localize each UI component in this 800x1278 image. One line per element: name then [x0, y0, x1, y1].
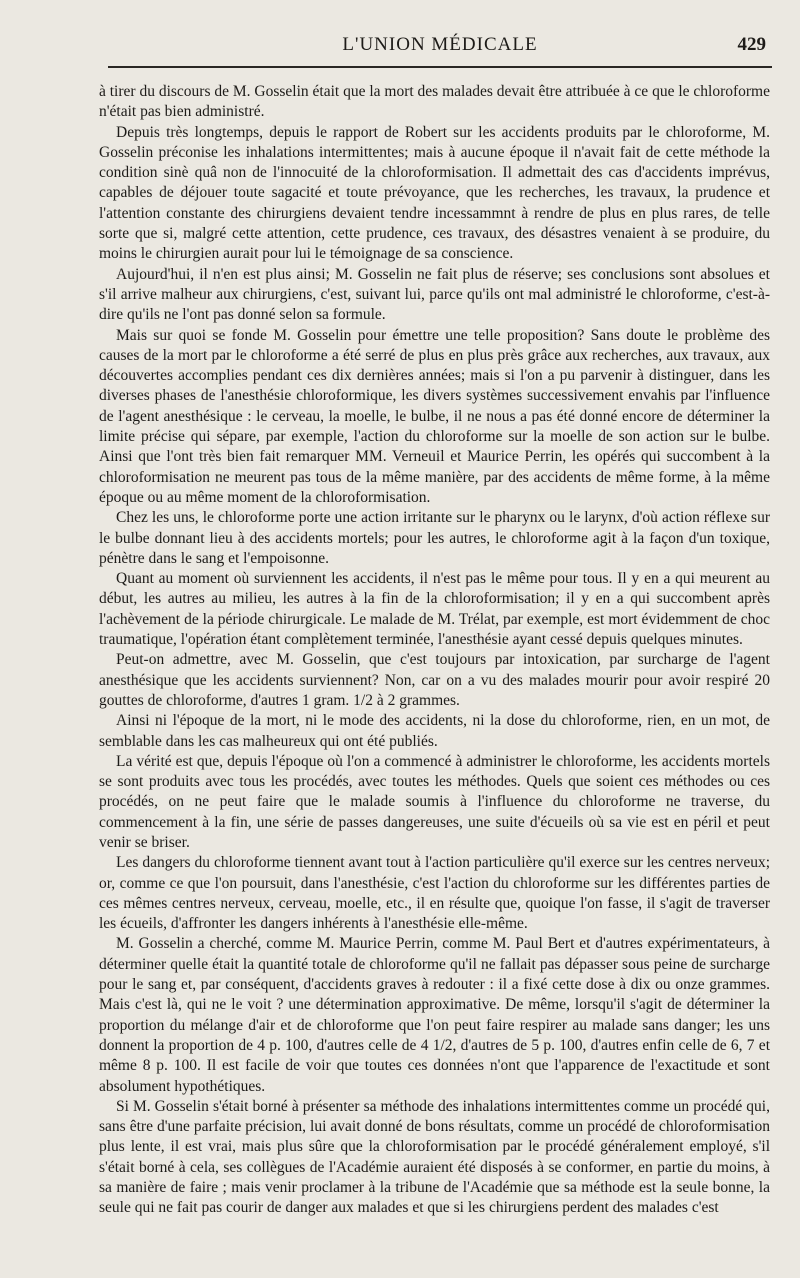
paragraph: Mais sur quoi se fonde M. Gosselin pour émettre une telle proposition? Sans doute le problème des causes de la mort par le chloroforme a été serré de plus en plus près grâce aux recherches, aux travaux, aux découvertes accomplies pendant ces dix dernières années; mais si l'on a pu parvenir à distinguer, dans les diverses phases de l'anesthésie chloroformique, les divers systèmes successivement envahis par l'influence de l'agent anesthésique : le cerveau, la moelle, le bulbe, il ne nous a pas été donné encore de déterminer la limite précise qui sépare, par exemple, l'action du chloroforme sur la moelle de son action sur le bulbe. Ainsi que l'ont très bien fait remarquer MM. Verneuil et Maurice Perrin, les opérés qui succombent à la chloroformisation ne meurent pas tous de la même manière, par des accidents de même forme, à la même époque ou au même moment de la chloroformisation.: [99, 326, 770, 506]
paragraph: Si M. Gosselin s'était borné à présenter sa méthode des inhalations intermittentes comme un procédé qui, sans être d'une parfaite précision, lui avait donné de bons résultats, comme un procédé de chloroformisation plus lente, il est vrai, mais plus sûre que la chloroformisation par le procédé généralement employé, s'il s'était borné à cela, ses collègues de l'Académie auraient été disposés à se conformer, en partie du moins, à sa manière de faire ; mais venir proclamer à la tribune de l'Académie que sa méthode est la seule bonne, la seule qui ne fait pas courir de danger aux malades et que si les chirurgiens perdent des malades c'est: [99, 1097, 770, 1217]
paragraph: Aujourd'hui, il n'en est plus ainsi; M. Gosselin ne fait plus de réserve; ses conclusions sont absolues et s'il arrive malheur aux chirurgiens, c'est, suivant lui, parce qu'ils ont mal administré le chloroforme, c'est-à-dire qu'ils ne l'ont pas donné selon sa formule.: [99, 265, 770, 324]
running-title: L'UNION MÉDICALE: [342, 34, 538, 55]
paragraph: Peut-on admettre, avec M. Gosselin, que c'est toujours par intoxication, par surcharge de l'agent anesthésique que les accidents surviennent? Non, car on a vu des malades mourir pour avoir respiré 20 gouttes de chloroforme, d'autres 1 gram. 1/2 à 2 grammes.: [99, 651, 770, 709]
paragraph: Quant au moment où surviennent les accidents, il n'est pas le même pour tous. Il y en a qui meurent au début, les autres au milieu, les autres à la fin de la chloroformisation; il y en a qui succombent après l'achèvement de la période chirurgicale. Le malade de M. Trélat, par exemple, est mort évidemment de choc traumatique, l'opération étant complètement terminée, l'anesthésie ayant cessé depuis quelques minutes.: [99, 570, 770, 649]
header-rule: [108, 66, 772, 68]
paragraph: Ainsi ni l'époque de la mort, ni le mode des accidents, ni la dose du chloroforme, rien, en un mot, de semblable dans les cas malheureux qui ont été publiés.: [99, 712, 770, 750]
page-header: [108, 30, 772, 70]
paragraph: M. Gosselin a cherché, comme M. Maurice Perrin, comme M. Paul Bert et d'autres expérimentateurs, à déterminer quelle était la quantité totale de chloroforme qu'il ne fallait pas dépasser sous peine de surcharge pour le sang et, par conséquent, d'accidents graves à redouter : il a fixé cette dose à dix ou onze grammes. Mais c'est là, qui ne le voit ? une détermination approximative. De même, lorsqu'il s'agit de déterminer la proportion du mélange d'air et de chloroforme que l'on peut faire respirer au malade sans danger; les uns donnent la proportion de 4 p. 100, d'autres celle de 4 1/2, d'autres de 5 p. 100, d'autres enfin celle de 6, 7 et même 8 p. 100. Il est facile de voir que toutes ces données n'ont que l'apparence de l'exactitude et sont absolument hypothétiques.: [99, 935, 770, 1095]
paragraph: Depuis très longtemps, depuis le rapport de Robert sur les accidents produits par le chloroforme, M. Gosselin préconise les inhalations intermittentes; mais à aucune époque il n'avait fait de cette méthode la condition sinè quâ non de l'innocuité de la chloroformisation. Il admettait des cas d'accidents imprévus, capables de déjouer toute sagacité et toute prévoyance, que les recherches, les travaux, la prudence et l'attention constante des chirurgiens devaient tendre incessammnt à rendre de plus en plus rares, de telle sorte que si, malgré cette attention, cette prudence, ces travaux, des désastres venaient à se produire, du moins le chirurgien aurait pour lui le témoignage de sa conscience.: [99, 123, 770, 263]
paragraph: à tirer du discours de M. Gosselin était que la mort des malades devait être attribuée à ce que le chloroforme n'était pas bien administré.: [99, 83, 770, 121]
paragraph: Chez les uns, le chloroforme porte une action irritante sur le pharynx ou le larynx, d'où action réflexe sur le bulbe donnant lieu à des accidents mortels; pour les autres, le chloroforme agit à la façon d'un toxique, pénètre dans le sang et l'empoisonne.: [99, 509, 770, 567]
paragraph: Les dangers du chloroforme tiennent avant tout à l'action particulière qu'il exerce sur les centres nerveux; or, comme ce que l'on poursuit, dans l'anesthésie, c'est l'action du chloroforme sur les différentes parties de ces mêmes centres nerveux, cerveau, moelle, etc., il en résulte que, quoique l'on fasse, il s'agit de traverser les écueils, d'affronter les dangers inhérents à l'anesthésie elle-même.: [99, 854, 770, 933]
page-number: 429: [737, 34, 766, 55]
paragraph: La vérité est que, depuis l'époque où l'on a commencé à administrer le chloroforme, les accidents mortels se sont produits avec tous les procédés, avec toutes les méthodes. Quels que soient ces méthodes ou ces procédés, on ne peut faire que le malade soumis à l'influence du chloroforme ne traverse, du commencement à la fin, une série de passes dangereuses, une suite d'écueils où sa vie est en péril et peut venir se briser.: [99, 752, 770, 851]
body-text: [99, 82, 770, 1219]
